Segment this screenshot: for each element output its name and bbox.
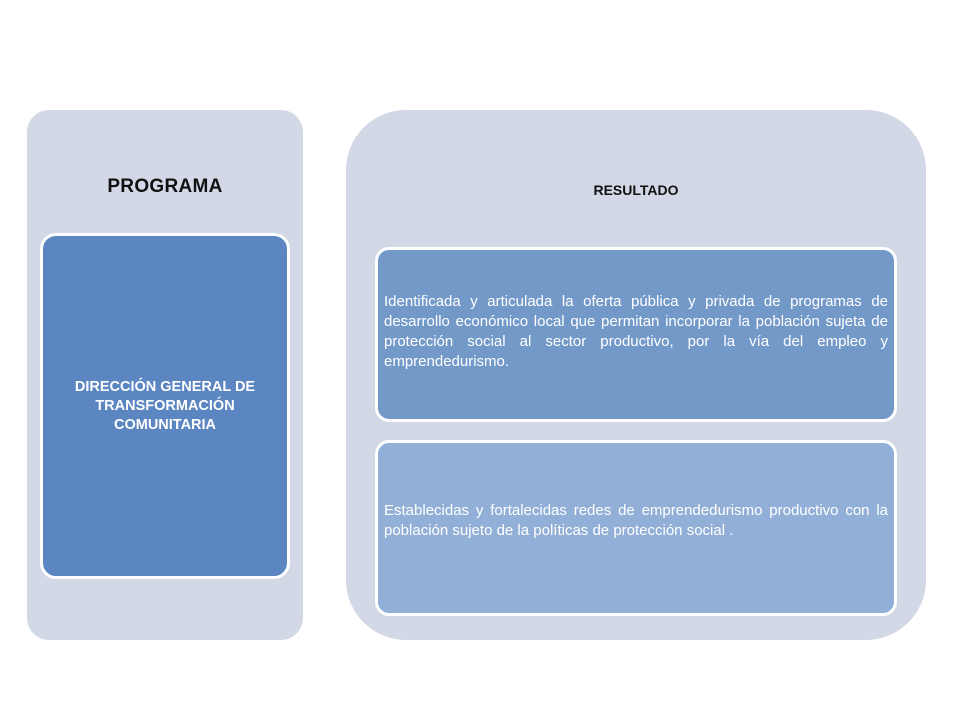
programa-item-text: DIRECCIÓN GENERAL DE TRANSFORMACIÓN COMUNITARIA [74,378,256,433]
programa-panel [27,110,303,640]
resultado-item-text-2: Establecidas y fortalecidas redes de emprendedurismo productivo con la población sujeto de la políticas de protección social . [384,502,888,539]
resultado-title: RESULTADO [593,182,679,198]
resultado-item-text-1: Identificada y articulada la oferta pública y privada de programas de desarrollo económico local que permitan incorporar la población sujeta de protección social al sector productivo, por la vía del empleo y emprendedurismo. [384,293,888,370]
programa-title: PROGRAMA [107,176,223,197]
resultado-item-box-1 [375,247,897,422]
resultado-item-box-2 [375,440,897,616]
programa-item-box [40,233,290,579]
resultado-panel [346,110,926,640]
